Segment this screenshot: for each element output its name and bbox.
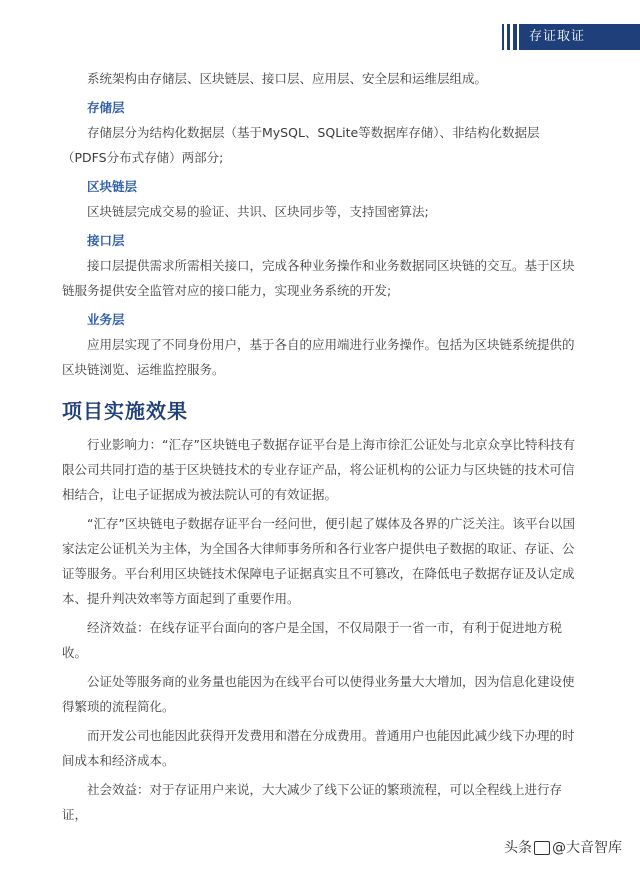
interface-layer-text: 接口层提供需求所需相关接口，完成各种业务操作和业务数据同区块链的交互。基于区块链服务提供安全监管对应的接口能力，实现业务系统的开发; — [62, 258, 575, 298]
effects-paragraph: 社会效益：对于存证用户来说，大大减少了线下公证的繁琐流程，可以全程线上进行存证， — [62, 782, 563, 822]
blockchain-layer-text: 区块链层完成交易的验证、共识、区块同步等，支持国密算法; — [87, 204, 429, 219]
effects-paragraph: 行业影响力：“汇存”区块链电子数据存证平台是上海市徐汇公证处与北京众享比特科技有限公司共同打造的基于区块链技术的专业存证产品，将公证机构的公证力与区块链的技术可信相结合，让电子证据成为被法院认可的有效证据。 — [62, 437, 575, 502]
section-tab: 存证取证 — [519, 24, 640, 50]
interface-layer-title: 接口层 — [87, 233, 125, 248]
storage-layer-text: 存储层分为结构化数据层（基于MySQL、SQLite等数据库存储）、非结构化数据层（PDFS分布式存储）两部分; — [62, 125, 540, 165]
storage-layer-title: 存储层 — [87, 100, 125, 115]
effects-paragraph: “汇存”区块链电子数据存证平台一经问世，便引起了媒体及各界的广泛关注。该平台以国家法定公证机关为主体，为全国各大律师事务所和各行业客户提供电子数据的取证、存证、公证等服务。平台利用区块链技术保障电子证据真实且不可篡改，在降低电子数据存证及认定成本、提升判决效率等方面起到了重要作用。 — [62, 516, 575, 606]
effects-heading: 项目实施效果 — [62, 399, 188, 423]
watermark-handle: @大音智库 — [552, 840, 622, 856]
effects-paragraph: 公证处等服务商的业务量也能因为在线平台可以使得业务量大大增加，因为信息化建设使得繁琐的流程简化。 — [62, 674, 575, 714]
business-layer-text: 应用层实现了不同身份用户，基于各自的应用端进行业务操作。包括为区块链系统提供的区块链浏览、运维监控服务。 — [62, 337, 575, 377]
business-layer-title: 业务层 — [87, 312, 125, 327]
watermark-prefix: 头条 — [504, 840, 532, 856]
architecture-intro: 系统架构由存储层、区块链层、接口层、应用层、安全层和运维层组成。 — [87, 71, 488, 86]
watermark — [504, 837, 622, 857]
page-content — [62, 66, 584, 827]
effects-paragraph: 而开发公司也能因此获得开发费用和潜在分成费用。普通用户也能因此减少线下办理的时间成本和经济成本。 — [62, 728, 575, 768]
monitor-icon — [534, 841, 550, 855]
blockchain-layer-title: 区块链层 — [87, 179, 138, 194]
effects-paragraph: 经济效益：在线存证平台面向的客户是全国，不仅局限于一省一市，有利于促进地方税收。 — [62, 620, 563, 660]
